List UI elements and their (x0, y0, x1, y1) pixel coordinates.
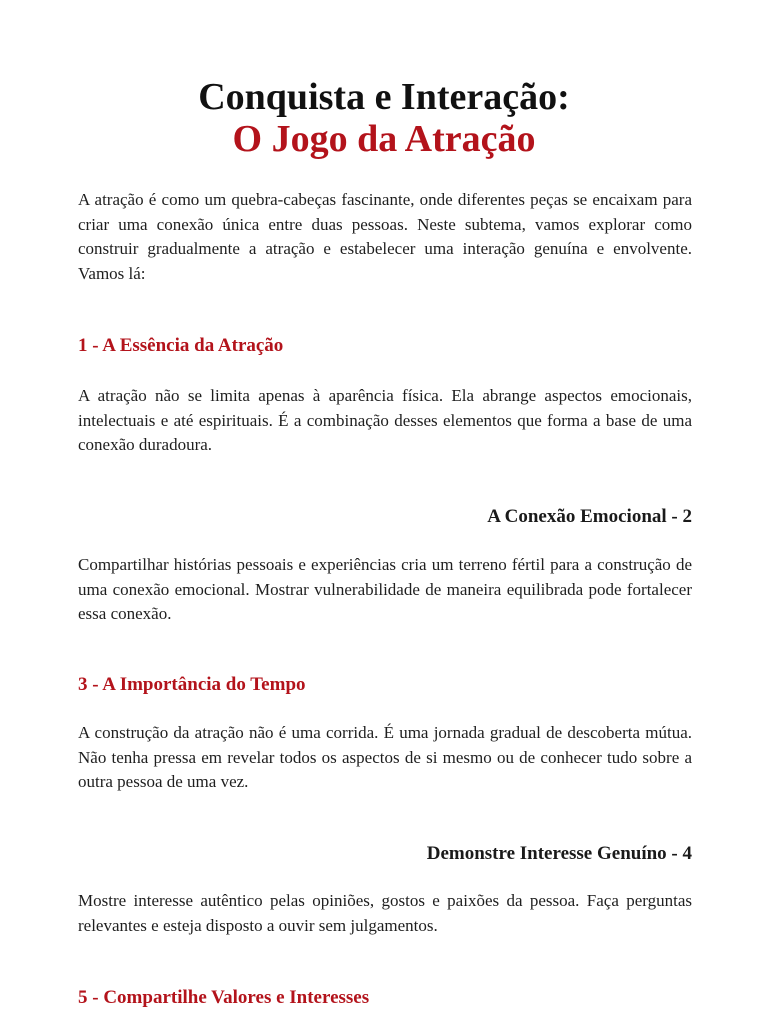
title-subtitle: O Jogo da Atração (232, 118, 536, 160)
section-heading-5: 5 - Compartilhe Valores e Interesses (78, 987, 370, 1008)
page-title (0, 76, 768, 160)
intro-paragraph: A atração é como um quebra-cabeças fascinante, onde diferentes peças se encaixam para criar uma conexão única entre duas pessoas. Neste subtema, vamos explorar como construir gradualmente a atração e estabelecer uma interação genuína e envolvente. Vamos lá: (78, 190, 692, 283)
section-heading-2: A Conexão Emocional - 2 (487, 506, 692, 527)
title-main: Conquista e Interação: (198, 76, 570, 118)
section-heading-1: 1 - A Essência da Atração (78, 335, 284, 356)
section-body-2: Compartilhar histórias pessoais e experiências cria um terreno fértil para a construção de uma conexão emocional. Mostrar vulnerabilidade de maneira equilibrada pode fortalecer essa conexão. (78, 555, 692, 623)
section-heading-3: 3 - A Importância do Tempo (78, 674, 306, 695)
section-heading-4: Demonstre Interesse Genuíno - 4 (426, 843, 692, 864)
section-body-3: A construção da atração não é uma corrida. É uma jornada gradual de descoberta mútua. Não tenha pressa em revelar todos os aspectos de si mesmo ou de conhecer tudo sobre a outra pessoa de uma vez. (78, 723, 692, 791)
section-body-4: Mostre interesse autêntico pelas opiniões, gostos e paixões da pessoa. Faça perguntas relevantes e esteja disposto a ouvir sem julgamentos. (78, 891, 692, 935)
section-body-1: A atração não se limita apenas à aparência física. Ela abrange aspectos emocionais, intelectuais e até espirituais. É a combinação desses elementos que forma a base de uma conexão duradoura. (78, 386, 692, 454)
